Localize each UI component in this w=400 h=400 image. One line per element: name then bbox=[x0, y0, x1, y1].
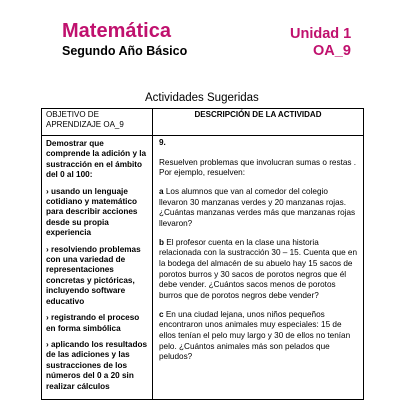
problem-letter: c bbox=[159, 309, 164, 319]
objective-item: › resolviendo problemas con una variedad de representaciones concretas y pictóricas, incluyendo software educativo bbox=[46, 244, 141, 306]
table-row bbox=[42, 136, 364, 400]
problem-b bbox=[159, 238, 357, 302]
section-title: Actividades Sugeridas bbox=[145, 92, 259, 104]
problem-text: Los alumnos que van al comedor del colegio llevaron 30 manzanas verdes y 20 manzanas rojas. ¿Cuántas manzanas verdes más que manzanas rojas llevaron? bbox=[159, 186, 356, 228]
objective-item: › registrando el proceso en forma simbólica bbox=[46, 313, 140, 333]
unit-label: Unidad 1 bbox=[290, 26, 352, 42]
objective-cell bbox=[42, 136, 153, 400]
objective-item: › aplicando los resultados de las adiciones y las sustracciones de los números del 0 a 20 sin realizar cálculos bbox=[46, 339, 148, 391]
activity-number: 9. bbox=[159, 138, 166, 147]
activity-intro: Resuelven problemas que involucran sumas o restas . Por ejemplo, resuelven: bbox=[159, 157, 357, 178]
problem-text: El profesor cuenta en la clase una historia relacionada con la sustracción 30 – 15. Cuenta que en la bodega del almacén de su abuelo hay 15 sacos de porotos burros y 30 sacos de porotos negros que él debe vender. ¿Cuántos sacos menos de porotos burros que de porotos negros debe vender? bbox=[159, 237, 357, 300]
page-subtitle: Segundo Año Básico bbox=[62, 44, 188, 58]
objective-intro: Demostrar que comprende la adición y la sustracción en el ámbito del 0 al 100: bbox=[46, 139, 147, 180]
objective-column-header: OBJETIVO DE APRENDIZAJE OA_9 bbox=[42, 109, 153, 136]
problem-text: En una ciudad lejana, unos niños pequeños encontraron unos animales muy especiales: 15 de ellos tenían el pelo muy largo y 30 de ellos no tenían pelo. ¿Cuántos animales más son pelados que peludos? bbox=[159, 309, 351, 362]
problem-letter: b bbox=[159, 237, 165, 247]
objective-code: OA_9 bbox=[313, 43, 351, 59]
activity-cell bbox=[153, 136, 364, 400]
table-header-row bbox=[42, 109, 364, 136]
problem-letter: a bbox=[159, 186, 164, 196]
activities-table bbox=[41, 108, 364, 400]
objective-item: › usando un lenguaje cotidiano y matemático para describir acciones desde su propia experiencia bbox=[46, 186, 138, 238]
page-title: Matemática bbox=[62, 20, 171, 42]
problem-a bbox=[159, 187, 357, 230]
activity-column-header: DESCRIPCIÓN DE LA ACTIVIDAD bbox=[153, 109, 364, 136]
problem-c bbox=[159, 310, 357, 363]
